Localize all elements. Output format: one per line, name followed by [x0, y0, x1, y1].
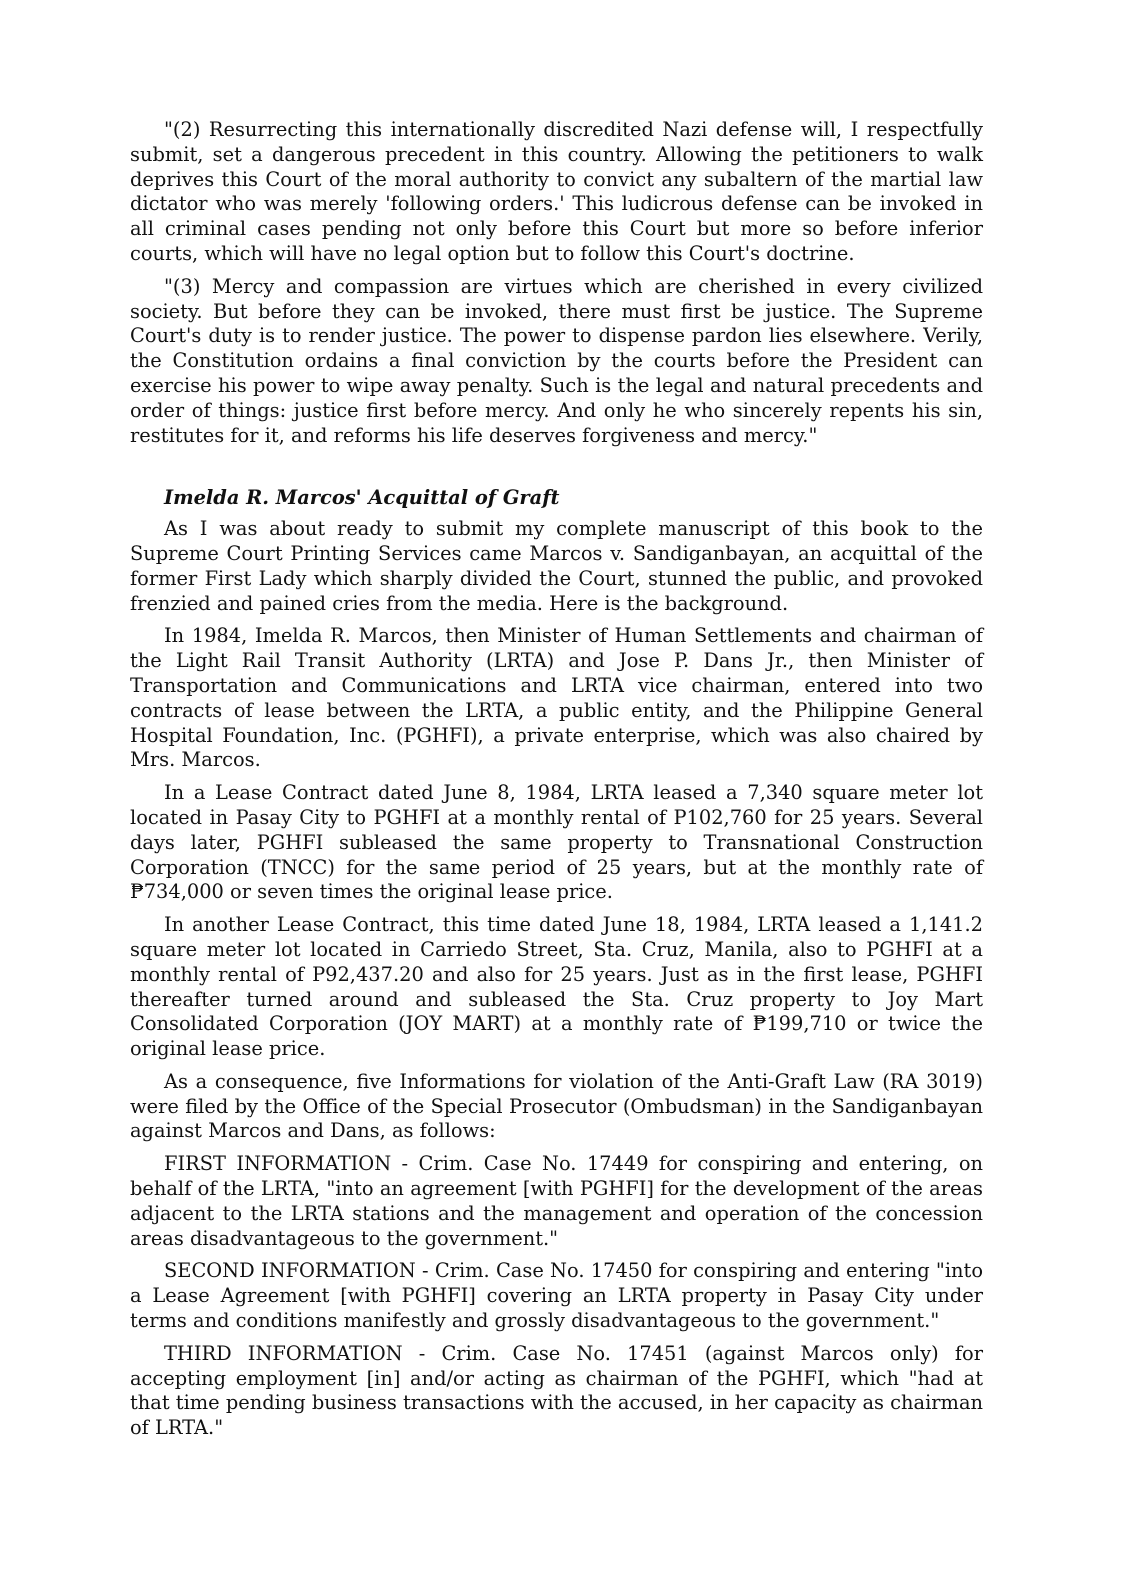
paragraph-informations: As a consequence, five Informations for violation of the Anti-Graft Law (RA 3019) were filed by the Office of the Special Prosecutor (Ombudsman) in the Sandiganbayan against Marcos and Dans, as follows: — [130, 1069, 983, 1143]
paragraph-first-information: FIRST INFORMATION - Crim. Case No. 17449 for conspiring and entering, on behalf of the LRTA, "into an agreement [with PGHFI] for the development of the areas adjacent to the LRTA stations and the management and operation of the concession areas disadvantageous to the government." — [130, 1152, 983, 1250]
paragraph-1984-contracts: In 1984, Imelda R. Marcos, then Minister of Human Settlements and chairman of the Light Rail Transit Authority (LRTA) and Jose P. Dans Jr., then Minister of Transportation and Communications and LRTA vice chairman, entered into two contracts of lease between the LRTA, a public entity, and the Philippine General Hospital Foundation, Inc. (PGHFI), a private enterprise, which was also chaired by Mrs. Marcos. — [130, 624, 983, 772]
paragraph-sta-cruz-lease: In another Lease Contract, this time dated June 18, 1984, LRTA leased a 1,141.2 square meter lot located in Carriedo Street, Sta. Cruz, Manila, also to PGHFI at a monthly rental of P92,437.20 and also for 25 years. Just as in the first lease, PGHFI thereafter turned around and subleased the Sta. Cruz property to Joy Mart Consolidated Corporation (JOY MART) at a monthly rate of ₱199,710 or twice the original lease price. — [130, 913, 983, 1061]
paragraph-background: As I was about ready to submit my complete manuscript of this book to the Supreme Court Printing Services came Marcos v. Sandiganbayan, an acquittal of the former First Lady which sharply divided the Court, stunned the public, and provoked frenzied and pained cries from the media. Here is the background. — [130, 517, 983, 615]
section-heading: Imelda R. Marcos' Acquittal of Graft — [164, 486, 560, 510]
paragraph-second-information: SECOND INFORMATION - Crim. Case No. 17450 for conspiring and entering "into a Lease Agreement [with PGHFI] covering an LRTA property in Pasay City under terms and conditions manifestly and grossly disadvantageous to the government." — [130, 1259, 983, 1333]
paragraph-third-information: THIRD INFORMATION - Crim. Case No. 17451 (against Marcos only) for accepting employment [in] and/or acting as chairman of the PGHFI, which "had at that time pending business transactions with the accused, in her capacity as chairman of LRTA." — [130, 1341, 983, 1440]
paragraph-quote-2: "(2) Resurrecting this internationally discredited Nazi defense will, I respectfully submit, set a dangerous precedent in this country. Allowing the petitioners to walk deprives this Court of the moral authority to convict any subaltern of the martial law dictator who was merely 'following orders.' This ludicrous defense can be invoked in all criminal cases pending not only before this Court but more so before inferior courts, which will have no legal option but to follow this Court's doctrine. — [130, 118, 983, 265]
document-page — [130, 118, 983, 1449]
paragraph-quote-3: "(3) Mercy and compassion are virtues which are cherished in every civilized society. But before they can be invoked, there must first be justice. The Supreme Court's duty is to render justice. The power to dispense pardon lies elsewhere. Verily, the Constitution ordains a final conviction by the courts before the President can exercise his power to wipe away penalty. Such is the legal and natural precedents and order of things: justice first before mercy. And only he who sincerely repents his sin, restitutes for it, and reforms his life deserves forgiveness and mercy." — [130, 274, 983, 447]
paragraph-pasay-lease: In a Lease Contract dated June 8, 1984, LRTA leased a 7,340 square meter lot located in Pasay City to PGHFI at a monthly rental of P102,760 for 25 years. Several days later, PGHFI subleased the same property to Transnational Construction Corporation (TNCC) for the same period of 25 years, but at the monthly rate of ₱734,000 or seven times the original lease price. — [130, 781, 983, 904]
